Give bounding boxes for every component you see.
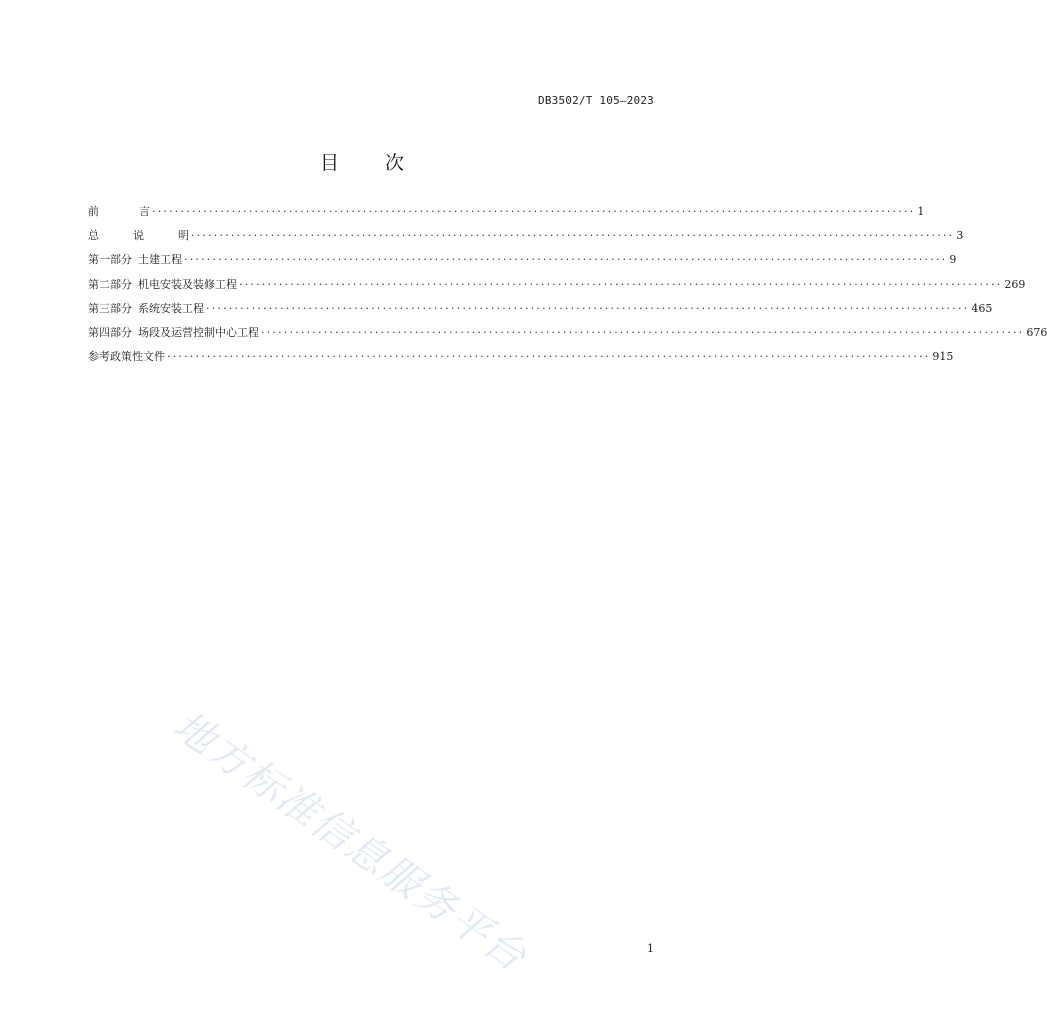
toc-dot-leader: ······································································································································ — [167, 350, 931, 364]
toc-label-char: 言 — [139, 205, 150, 218]
toc-entry-part-1[interactable] — [88, 248, 957, 272]
toc-dot-leader: ······································································································································ — [191, 229, 955, 243]
toc-entry-label — [88, 273, 237, 297]
toc-entry-label — [88, 345, 165, 369]
toc-page-number: 9 — [949, 253, 957, 267]
toc-part-title: 参考政策性文件 — [88, 350, 165, 364]
toc-part-number: 第一部分 — [88, 253, 132, 267]
toc-part-number: 第四部分 — [88, 325, 132, 339]
toc-label-char: 说 — [133, 229, 144, 243]
toc-entry-label — [88, 224, 189, 248]
toc-entry-general-description[interactable] — [88, 224, 964, 248]
toc-entry-part-2[interactable] — [88, 273, 1026, 297]
toc-entry-foreword[interactable] — [88, 200, 925, 224]
toc-entry-label — [88, 321, 259, 345]
toc-dot-leader: ······································································································································ — [261, 325, 1025, 339]
toc-page-number: 1 — [917, 205, 925, 218]
toc-entry-label — [88, 248, 182, 272]
toc-entry-label — [88, 297, 204, 321]
toc-dot-leader: ······································································································································ — [184, 253, 948, 267]
toc-part-number: 第二部分 — [88, 277, 132, 291]
toc-page-number: 269 — [1004, 277, 1026, 291]
toc-label-char: 总 — [88, 229, 99, 243]
page-number: 1 — [647, 942, 654, 955]
toc-label-char: 前 — [88, 205, 99, 218]
table-of-contents — [88, 200, 1047, 369]
toc-entry-label — [88, 200, 150, 224]
toc-label-char: 明 — [178, 229, 189, 243]
watermark: 地方标准信息服务平台 — [164, 702, 536, 982]
toc-title-char-2: 次 — [385, 152, 405, 174]
toc-page-number: 676 — [1026, 325, 1047, 339]
toc-page-number: 465 — [971, 301, 993, 315]
toc-entry-reference-documents[interactable] — [88, 345, 954, 369]
document-code: DB3502/T 105—2023 — [538, 94, 654, 107]
toc-entry-part-4[interactable] — [88, 321, 1047, 345]
toc-title — [0, 148, 724, 175]
toc-part-title: 机电安装及装修工程 — [138, 277, 237, 291]
toc-part-number: 第三部分 — [88, 301, 132, 315]
toc-entry-part-3[interactable] — [88, 297, 993, 321]
toc-dot-leader: ······································································································································ — [239, 277, 1003, 291]
toc-dot-leader: ······································································································································ — [206, 301, 970, 315]
toc-part-title: 系统安装工程 — [138, 301, 204, 315]
toc-page-number: 3 — [956, 229, 964, 243]
toc-dot-leader: ······································································································································ — [152, 205, 916, 218]
toc-page-number: 915 — [932, 350, 954, 364]
toc-part-title: 土建工程 — [138, 253, 182, 267]
toc-part-title: 场段及运营控制中心工程 — [138, 325, 259, 339]
toc-title-char-1: 目 — [319, 152, 339, 174]
